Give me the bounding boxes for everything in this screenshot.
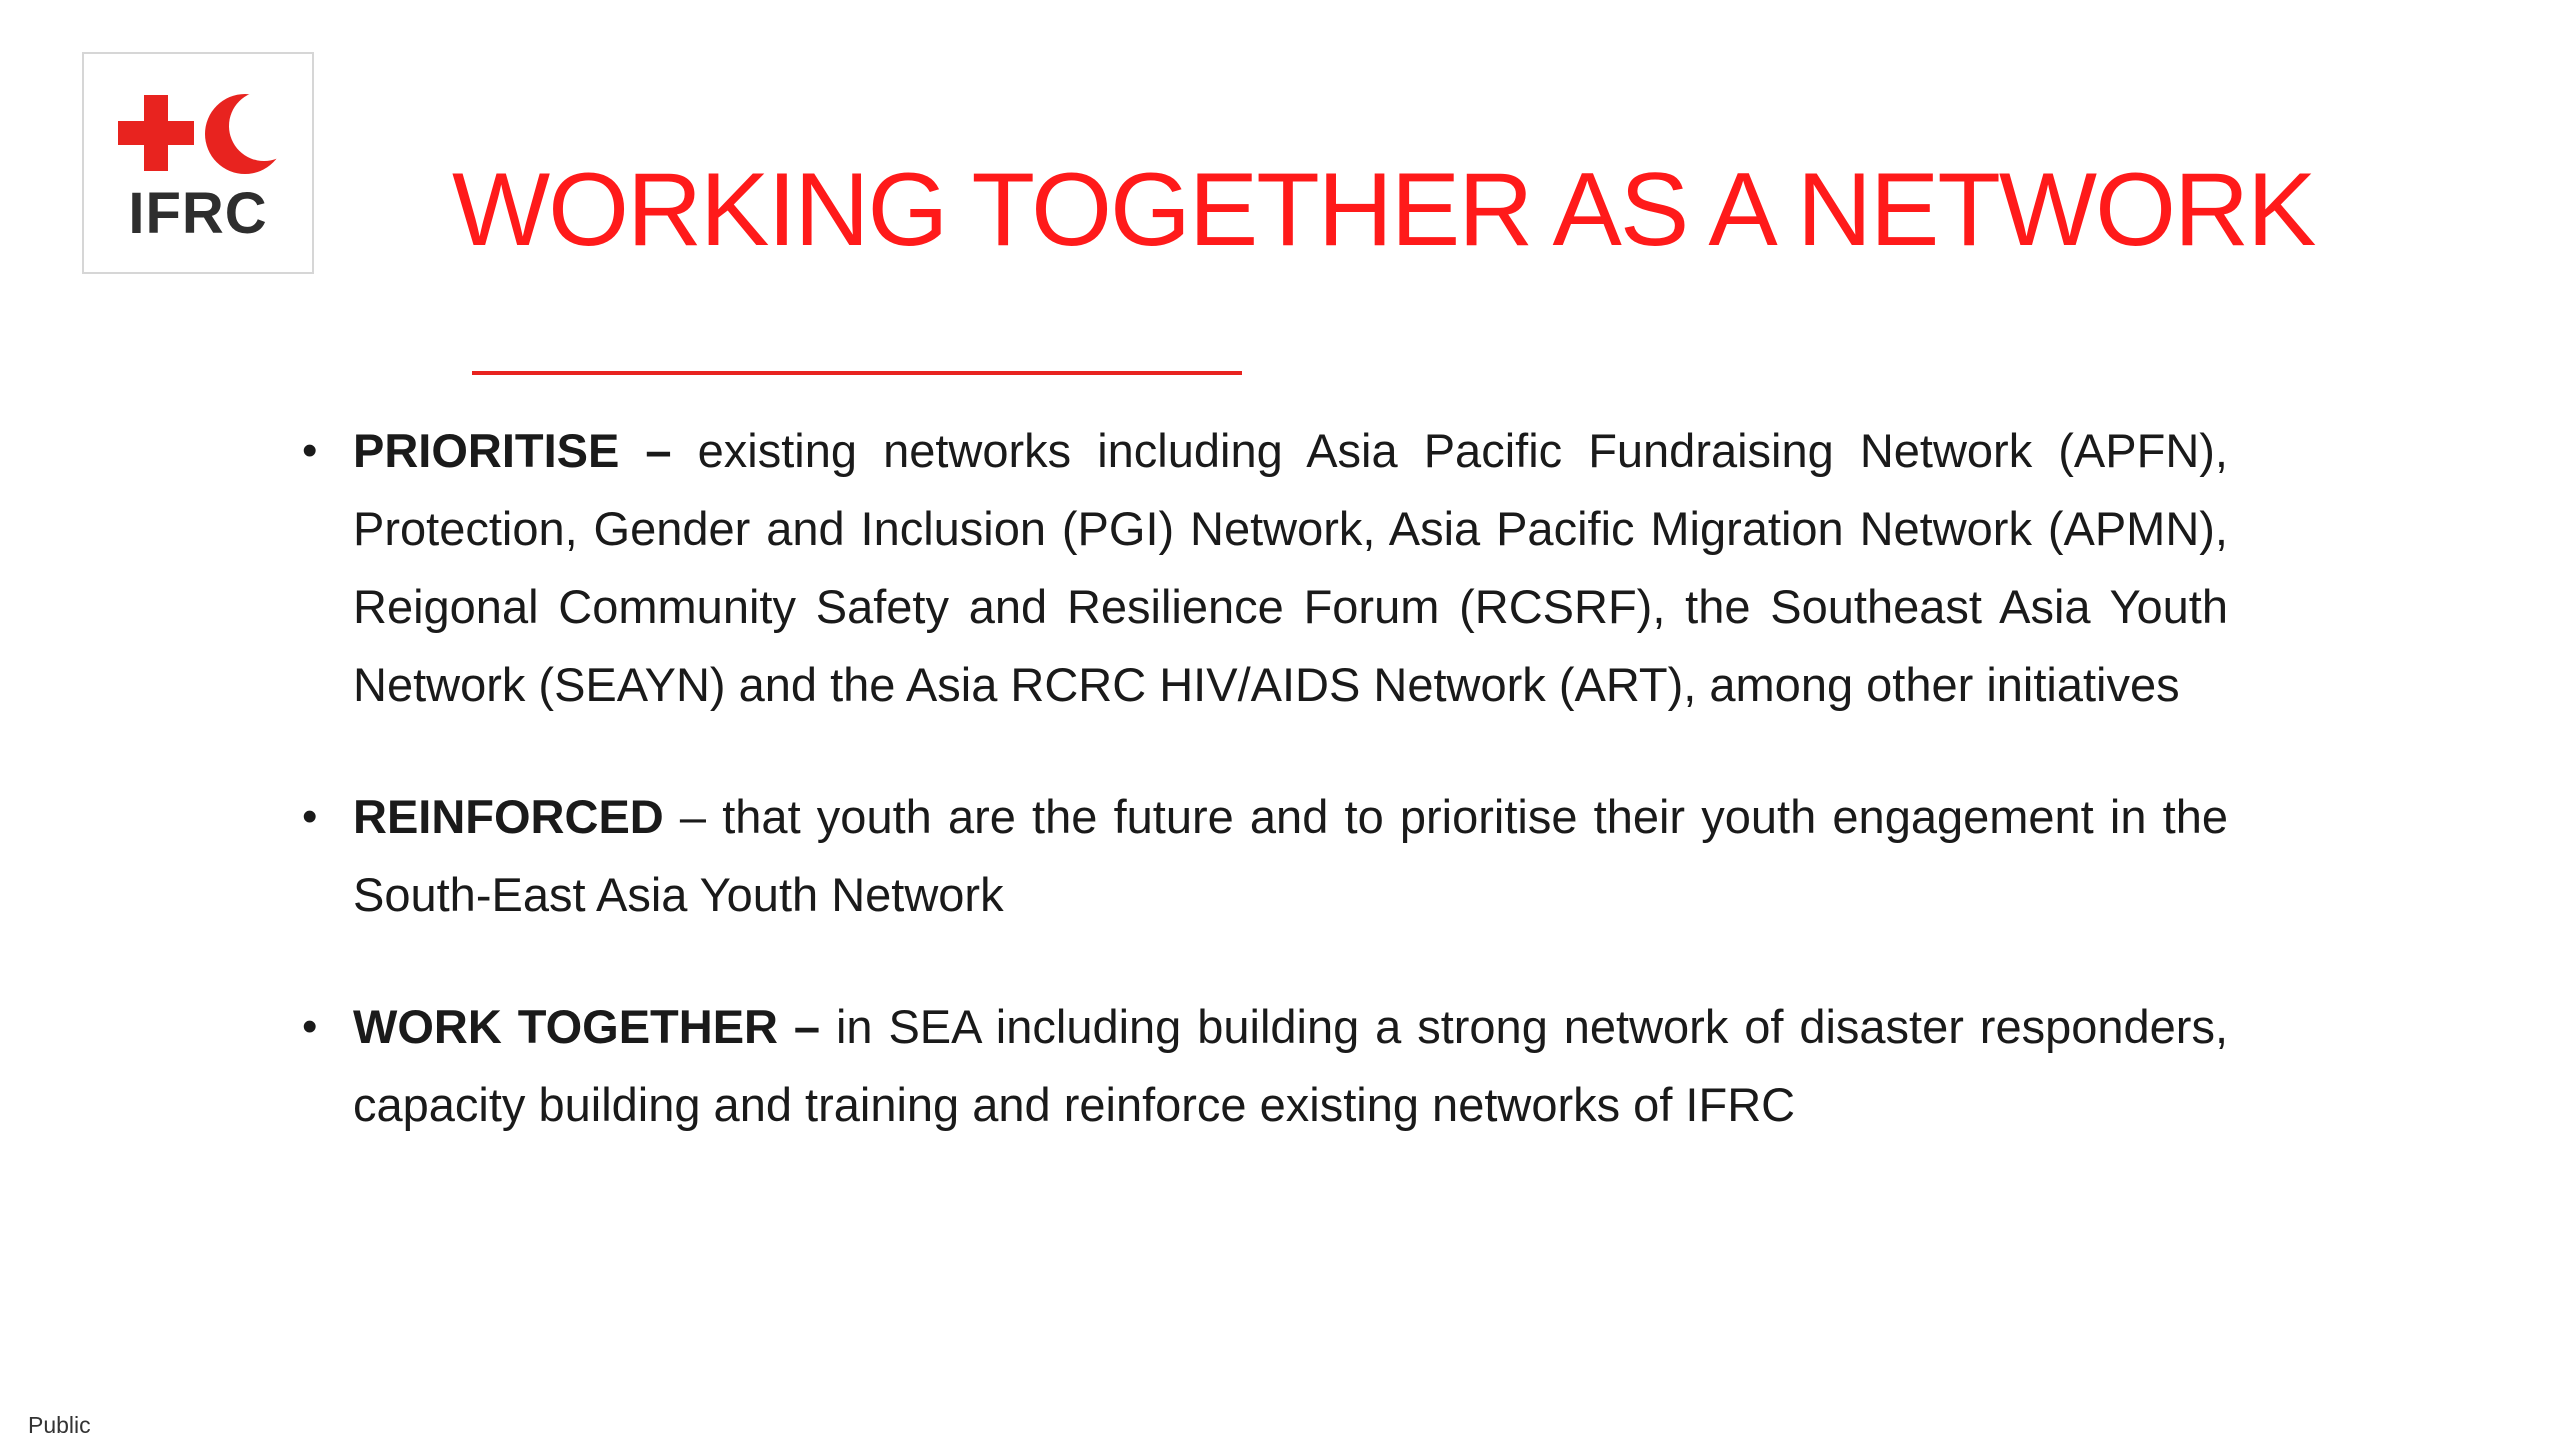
title-underline: [472, 371, 1242, 375]
bullet-text: existing networks including Asia Pacific Fundraising Network (APFN), Protection, Gender and Inclusion (PGI) Network, Asia Pacific Migration Network (APMN), Reigonal Community Safety and Resilience Forum (RCSRF), the Southeast Asia Youth Network (SEAYN) and the Asia RCRC HIV/AIDS Network (ART), among other initiatives: [353, 424, 2228, 711]
bullet-text: – that youth are the future and to prioritise their youth engagement in the South-East Asia Youth Network: [353, 790, 2228, 921]
bullet-reinforced: [300, 778, 2228, 934]
bullet-prioritise: [300, 412, 2228, 724]
bullet-term: PRIORITISE –: [353, 424, 672, 477]
bullet-term: REINFORCED: [353, 790, 664, 843]
bullet-work-together: [300, 988, 2228, 1144]
bullet-list: [300, 412, 2228, 1144]
ifrc-logo: [82, 52, 314, 274]
bullet-term: WORK TOGETHER –: [353, 1000, 821, 1053]
bullet-text: in SEA including building a strong network of disaster responders, capacity building and training and reinforce existing networks of IFRC: [353, 1000, 2229, 1131]
red-cross-red-crescent-icon: [118, 92, 288, 182]
logo-text: IFRC: [128, 181, 268, 246]
slide-title: WORKING TOGETHER AS A NETWORK: [452, 152, 2315, 268]
classification-label: Public: [28, 1412, 91, 1438]
